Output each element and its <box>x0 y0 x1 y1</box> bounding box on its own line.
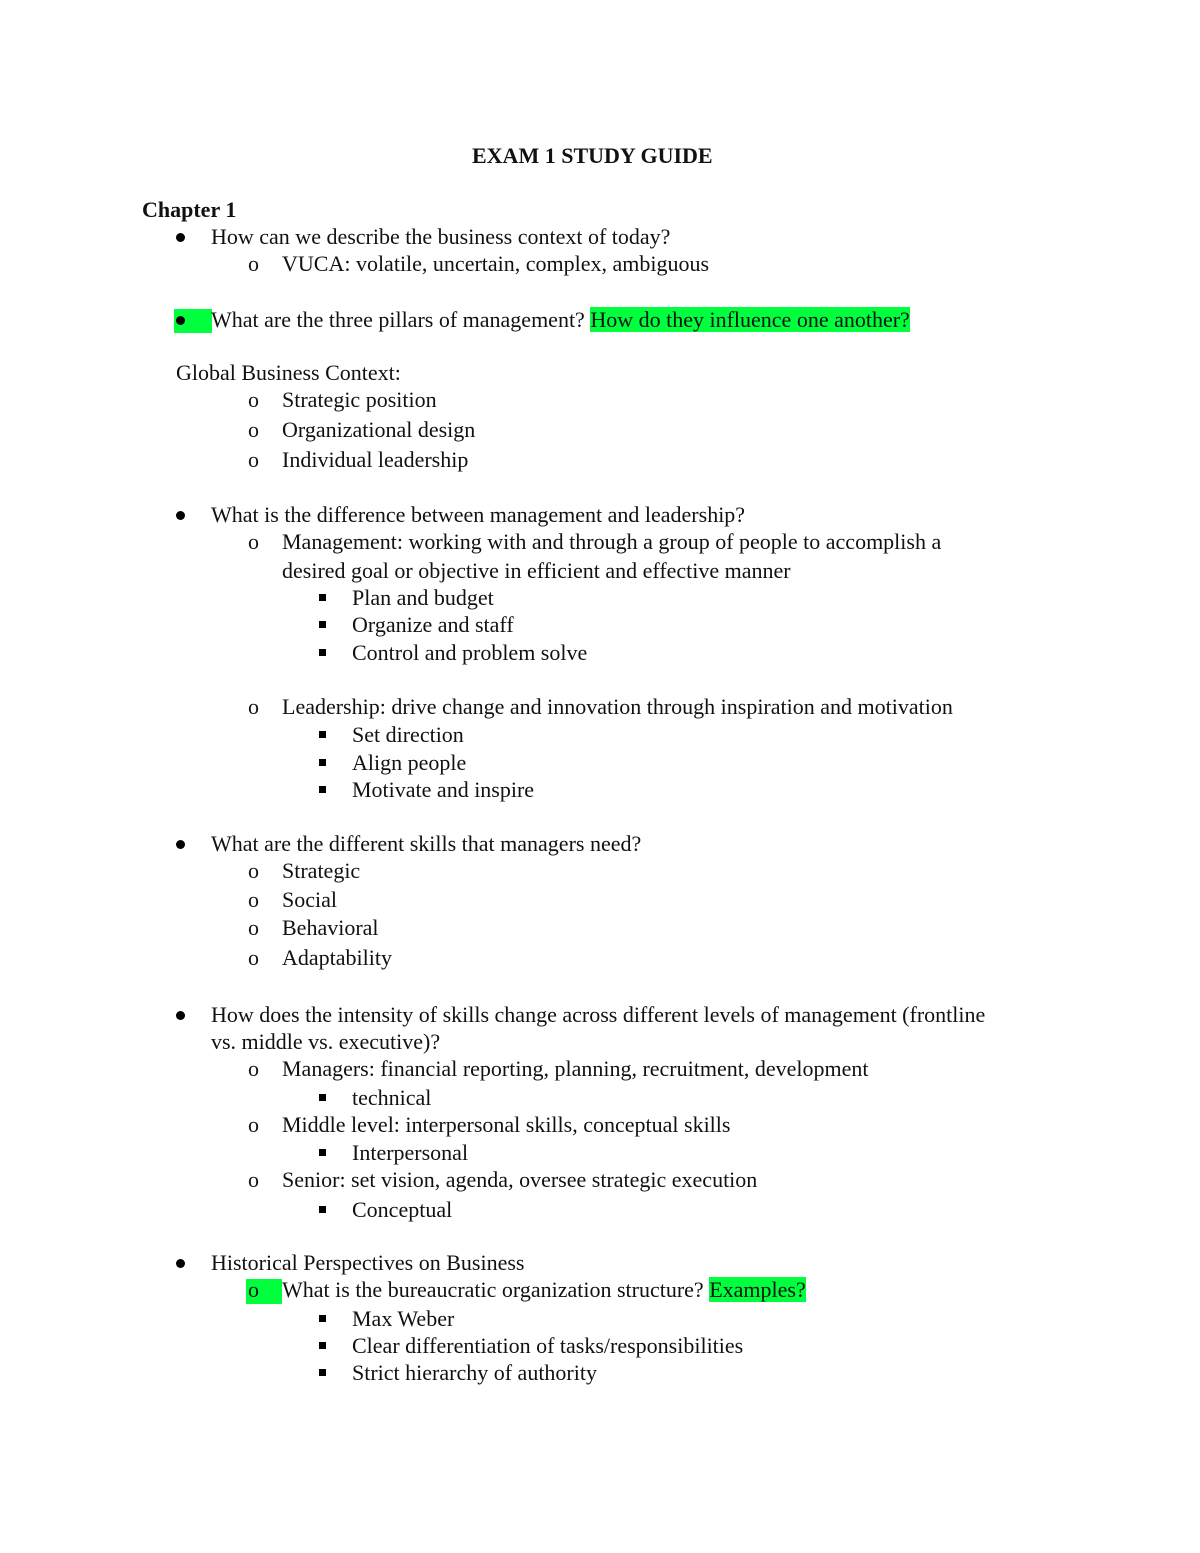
square-bullet-icon <box>319 1342 326 1349</box>
bureaucratic-item: Max Weber <box>352 1306 455 1331</box>
sub-bullet-icon: o <box>248 417 259 442</box>
level-middle-skill: Interpersonal <box>352 1140 469 1165</box>
square-bullet-icon <box>319 1369 326 1376</box>
question-skill-intensity-line2: vs. middle vs. executive)? <box>211 1029 441 1054</box>
question-manager-skills: What are the different skills that managers need? <box>211 831 642 856</box>
question-business-context: How can we describe the business context of today? <box>211 224 671 249</box>
gbc-item: Organizational design <box>282 417 476 442</box>
gbc-item: Strategic position <box>282 387 437 412</box>
level-middle: Middle level: interpersonal skills, conceptual skills <box>282 1112 731 1137</box>
level-managers: Managers: financial reporting, planning, recruitment, development <box>282 1056 869 1081</box>
skill-item: Strategic <box>282 858 361 883</box>
answer-vuca: VUCA: volatile, uncertain, complex, ambiguous <box>282 251 710 276</box>
question-three-pillars-text: What are the three pillars of management? <box>211 307 591 332</box>
historical-perspectives: Historical Perspectives on Business <box>211 1250 525 1275</box>
level-senior: Senior: set vision, agenda, oversee strategic execution <box>282 1167 758 1192</box>
sub-bullet-icon: o <box>248 858 259 883</box>
skill-item: Adaptability <box>282 945 392 970</box>
question-skill-intensity-line1: How does the intensity of skills change across different levels of management (frontline <box>211 1002 986 1027</box>
level-managers-skill: technical <box>352 1085 432 1110</box>
bullet-icon <box>176 1259 185 1268</box>
question-three-pillars <box>211 306 910 334</box>
sub-bullet-icon: o <box>248 694 259 719</box>
sub-bullet-icon: o <box>248 915 259 940</box>
highlighted-question: Examples? <box>709 1277 806 1302</box>
bureaucratic-item: Clear differentiation of tasks/responsibilities <box>352 1333 744 1358</box>
square-bullet-icon <box>319 1206 326 1213</box>
gbc-label: Global Business Context: <box>176 360 401 385</box>
square-bullet-icon <box>319 649 326 656</box>
skill-item: Behavioral <box>282 915 379 940</box>
sub-bullet-icon: o <box>248 887 259 912</box>
management-item: Organize and staff <box>352 612 514 637</box>
leadership-item: Motivate and inspire <box>352 777 535 802</box>
highlighted-question: How do they influence one another? <box>590 307 910 332</box>
square-bullet-icon <box>319 786 326 793</box>
square-bullet-icon <box>319 1315 326 1322</box>
bureaucratic-item: Strict hierarchy of authority <box>352 1360 597 1385</box>
square-bullet-icon <box>319 594 326 601</box>
level-senior-skill: Conceptual <box>352 1197 453 1222</box>
sub-bullet-icon: o <box>248 945 259 970</box>
skill-item: Social <box>282 887 337 912</box>
bullet-icon <box>176 233 185 242</box>
bullet-icon <box>176 316 185 325</box>
gbc-item: Individual leadership <box>282 447 469 472</box>
square-bullet-icon <box>319 1094 326 1101</box>
bullet-icon <box>176 511 185 520</box>
square-bullet-icon <box>319 1149 326 1156</box>
sub-bullet-icon: o <box>248 1167 259 1192</box>
sub-bullet-icon: o <box>248 251 259 276</box>
question-mgmt-vs-leadership: What is the difference between management and leadership? <box>211 502 746 527</box>
question-bureaucratic-text: What is the bureaucratic organization structure? <box>282 1277 710 1302</box>
square-bullet-icon <box>319 621 326 628</box>
square-bullet-icon <box>319 731 326 738</box>
management-definition-line2: desired goal or objective in efficient and effective manner <box>282 558 791 583</box>
page-title: EXAM 1 STUDY GUIDE <box>472 143 713 168</box>
leadership-item: Align people <box>352 750 467 775</box>
bullet-icon <box>176 1011 185 1020</box>
chapter-heading: Chapter 1 <box>142 197 237 222</box>
sub-bullet-icon: o <box>248 447 259 472</box>
bullet-icon <box>176 840 185 849</box>
sub-bullet-icon: o <box>248 1277 259 1302</box>
sub-bullet-icon: o <box>248 387 259 412</box>
question-bureaucratic <box>282 1276 806 1304</box>
sub-bullet-icon: o <box>248 1056 259 1081</box>
management-item: Control and problem solve <box>352 640 588 665</box>
leadership-item: Set direction <box>352 722 464 747</box>
management-definition-line1: Management: working with and through a group of people to accomplish a <box>282 529 942 554</box>
management-item: Plan and budget <box>352 585 494 610</box>
leadership-definition: Leadership: drive change and innovation through inspiration and motivation <box>282 694 953 719</box>
square-bullet-icon <box>319 759 326 766</box>
sub-bullet-icon: o <box>248 529 259 554</box>
sub-bullet-icon: o <box>248 1112 259 1137</box>
